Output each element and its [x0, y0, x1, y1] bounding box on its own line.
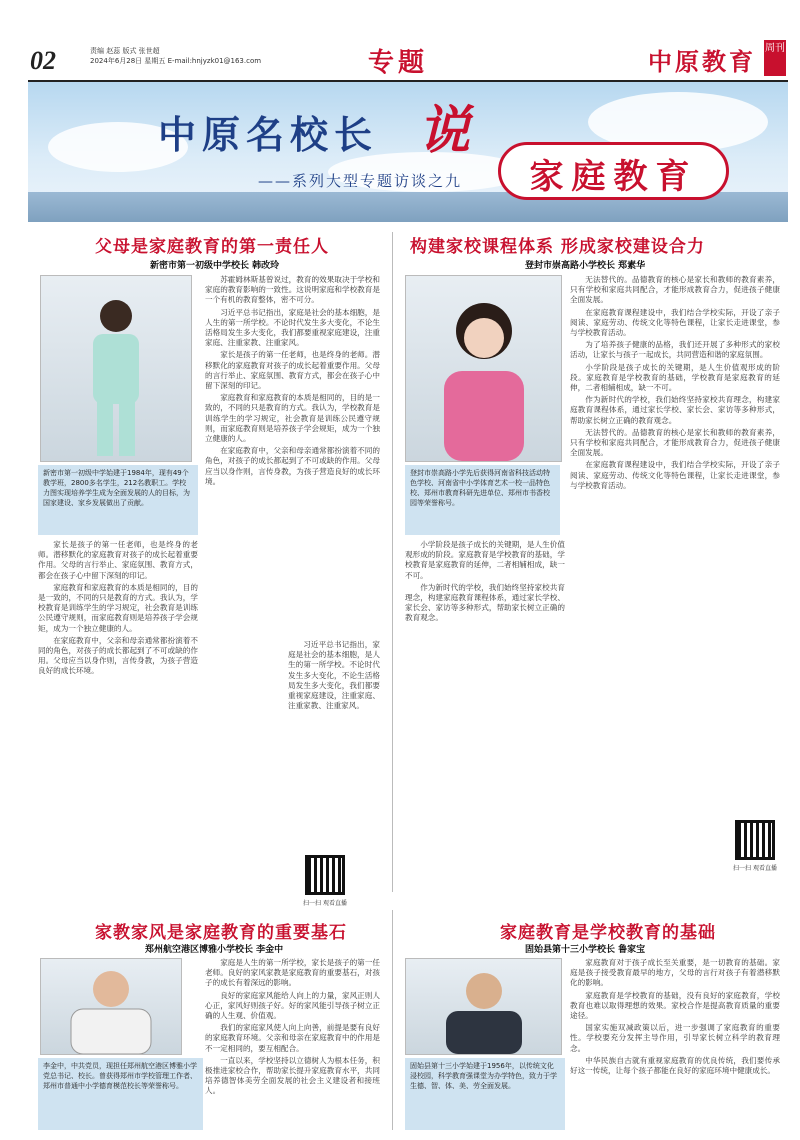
paragraph: 我们的家庭家风使人向上向善，前提是要有良好的家庭教育环境。父亲和母亲在家庭教育中的作用是不一定相同的，要互相配合。	[205, 1023, 380, 1053]
paragraph: 国家实施双减政策以后，进一步强调了家庭教育的重要性。学校要充分发挥主导作用，引导家长树立科学的教育理念。	[570, 1023, 780, 1053]
qr-label: 扫一扫 观看直播	[733, 865, 777, 872]
topic-badge	[498, 142, 729, 200]
page-number: 02	[30, 46, 56, 75]
paragraph: 家庭是人生的第一所学校，家长是孩子的第一任老师。良好的家风家教是家庭教育的重要基石，对孩子的成长有着深远的影响。	[205, 958, 380, 988]
article-1-col-3	[288, 640, 380, 840]
column-divider	[392, 910, 393, 1130]
paragraph: 小学阶段是孩子成长的关键期，是人生价值观形成的阶段。家庭教育是学校教育的基础，学校教育是家庭教育的延伸，二者相辅相成，缺一不可。	[570, 362, 780, 393]
paragraph: 良好的家庭家风能给人向上的力量，家风正则人心正，家风好则孩子好。好的家风能引导孩子树立正确的人生观、价值观。	[205, 990, 380, 1021]
date-email-line: 2024年6月28日 星期五 E-mail:hnjyzk01@163.com	[90, 57, 262, 65]
article-2-col-1	[405, 540, 565, 860]
paragraph: 无法替代的。品德教育的核心是家长和教师的教育素养，只有学校和家庭共同配合，才能形成教育合力，促进孩子健康全面发展。	[570, 427, 780, 458]
paragraph: 家长是孩子的第一任老师，也是终身的老师。潜移默化的家庭教育对孩子的成长起着重要作用。父母的言行举止、家庭氛围、教育方式，都会在孩子心中留下深刻的印记。	[38, 540, 198, 580]
paragraph: 家庭教育对于孩子成长至关重要，是一切教育的基础。家庭是孩子接受教育最早的地方，父母的言行对孩子有着潜移默化的影响。	[570, 958, 780, 988]
paragraph: 一直以来，学校坚持以立德树人为根本任务，积极推进家校合作，帮助家长提升家庭教育水平，共同培养德智体美劳全面发展的社会主义建设者和接班人。	[205, 1055, 380, 1096]
paragraph: 在家庭教育课程建设中，我们结合学校实际，开设了亲子阅读、家庭劳动、传统文化等特色课程，让家长走进课堂，参与学校教育活动。	[570, 307, 780, 338]
article-1-byline: 新密市第一初级中学校长 韩改玲	[150, 261, 280, 271]
article-2-qr-code[interactable]	[735, 820, 775, 860]
paragraph: 作为新时代的学校，我们始终坚持家校共育理念，构建家庭教育课程体系，通过家长学校、家长会、家访等多种形式，帮助家长树立正确的教育观念。	[570, 395, 780, 425]
article-1-caption: 新密市第一初级中学始建于1984年，现有49个教学班，2800多名学生，212名教职工。学校力图实现培养学生成为全面发展的人的目标，为国家建设、家乡发展做出了贡献。	[38, 465, 198, 535]
article-1-headline: 父母是家庭教育的第一责任人	[95, 237, 329, 257]
paper-logo: 中原教育	[648, 47, 756, 76]
article-1-col-2	[205, 275, 380, 635]
topic-label: 家庭教育	[529, 157, 698, 197]
paragraph: 家庭教育和家庭教育的本质是相同的，目的是一致的，不同的只是教育的方式。我认为，学校教育是训练学生的学习规定，社会教育是训练公民遵守规则，而家庭教育则是培养孩子学会规矩，成为一个独立健康的人。	[38, 582, 198, 633]
editor-line: 责编 赵蕊 版式 张世超	[90, 47, 160, 55]
paragraph: 家庭教育和家庭教育的本质是相同的，目的是一致的，不同的只是教育的方式。我认为，学校教育是训练学生的学习规定，社会教育是训练公民遵守规则，而家庭教育则是培养孩子学会规矩，成为一个独立健康的人。	[205, 393, 380, 444]
article-3-portrait	[40, 958, 182, 1055]
article-2-caption: 登封市崇高路小学先后获得河南省科技活动特色学校、河南省中小学体育艺术一校一品特色校、郑州市教育科研先进单位、郑州市书香校园等荣誉称号。	[405, 465, 560, 535]
paragraph: 作为新时代的学校，我们始终坚持家校共育理念，构建家庭教育课程体系，通过家长学校、家长会、家访等多种形式，帮助家长树立正确的教育观念。	[405, 582, 565, 623]
article-2-headline: 构建家校课程体系 形成家校建设合力	[410, 237, 705, 257]
article-3-byline: 郑州航空港区博雅小学校长 李金中	[145, 945, 284, 955]
article-1-qr-code[interactable]	[305, 855, 345, 895]
banner-shuo: 说	[418, 100, 471, 161]
article-4-byline: 固始县第十三小学校长 鲁家宝	[525, 945, 646, 955]
article-1-portrait	[40, 275, 192, 462]
paragraph: 小学阶段是孩子成长的关键期，是人生价值观形成的阶段。家庭教育是学校教育的基础，学校教育是家庭教育的延伸，二者相辅相成，缺一不可。	[405, 540, 565, 580]
paragraph: 在家庭教育中，父亲和母亲通常都扮演着不同的角色，对孩子的成长都起到了不可或缺的作用。父母应当以身作则，言传身教，为孩子营造良好的成长环境。	[38, 635, 198, 676]
masthead	[28, 40, 788, 82]
banner-subtitle: ——系列大型专题访谈之九	[258, 172, 463, 190]
paragraph: 习近平总书记指出，家庭是社会的基本细胞，是人生的第一所学校。不论时代发生多大变化，不论生活格局发生多大变化，我们都要重视家庭建设，注重家庭、注重家教、注重家风。	[288, 640, 380, 711]
banner-title: 中原名校长	[158, 112, 379, 157]
feature-banner	[28, 82, 788, 222]
edition-meta	[90, 46, 261, 66]
article-3-caption: 李金中，中共党员，现担任郑州航空港区博雅小学党总书记、校长。曾获得郑州市学校管理工作者、郑州市普通中小学德育模范校长等荣誉称号。	[38, 1058, 203, 1130]
paragraph: 家长是孩子的第一任老师，也是终身的老师。潜移默化的家庭教育对孩子的成长起着重要作用。父母的言行举止、家庭氛围、教育方式，都会在孩子心中留下深刻的印记。	[205, 350, 380, 391]
paragraph: 无法替代的。品德教育的核心是家长和教师的教育素养，只有学校和家庭共同配合，才能形成教育合力，促进孩子健康全面发展。	[570, 275, 780, 305]
column-divider	[392, 232, 393, 892]
paragraph: 在家庭教育中，父亲和母亲通常都扮演着不同的角色，对孩子的成长都起到了不可或缺的作用。父母应当以身作则，言传身教，为孩子营造良好的成长环境。	[205, 446, 380, 486]
article-4-headline: 家庭教育是学校教育的基础	[500, 923, 716, 943]
article-3-col-1	[205, 958, 380, 1130]
article-2-portrait	[405, 275, 562, 462]
article-4-caption: 固始县第十三小学始建于1956年，以传统文化浸校园，科学教育强课堂为办学特色，致力于学生德、智、体、美、劳全面发展。	[405, 1058, 565, 1130]
paragraph: 家庭教育是学校教育的基础，没有良好的家庭教育，学校教育也难以取得理想的效果。家校合作是提高教育质量的重要途径。	[570, 990, 780, 1021]
qr-label: 扫一扫 观看直播	[303, 900, 347, 907]
article-1-col-1	[38, 540, 198, 870]
paragraph: 苏霍姆林斯基曾说过，教育的效果取决于学校和家庭的教育影响的一致性。这说明家庭和学校教育是一个有机的教育整体，密不可分。	[205, 275, 380, 305]
article-3-headline: 家教家风是家庭教育的重要基石	[95, 923, 347, 943]
section-title: 专题	[368, 48, 429, 78]
weekly-tag: 周刊	[764, 40, 786, 76]
article-2-col-2	[570, 275, 780, 855]
article-4-portrait	[405, 958, 562, 1055]
article-2-byline: 登封市崇高路小学校长 郑素华	[525, 261, 646, 271]
paragraph: 在家庭教育课程建设中，我们结合学校实际，开设了亲子阅读、家庭劳动、传统文化等特色课程，让家长走进课堂，参与学校教育活动。	[570, 460, 780, 490]
paragraph: 中华民族自古就有重视家庭教育的优良传统，我们要传承好这一传统，让每个孩子都能在良好的家庭环境中健康成长。	[570, 1055, 780, 1076]
article-4-col-1	[570, 958, 780, 1130]
paragraph: 习近平总书记指出，家庭是社会的基本细胞，是人生的第一所学校。不论时代发生多大变化，不论生活格局发生多大变化，我们都要重视家庭建设，注重家庭、注重家教、注重家风。	[205, 307, 380, 348]
paragraph: 为了培养孩子健康的品格，我们还开展了多种形式的家校活动，让家长与孩子一起成长，共同营造和谐的家庭氛围。	[570, 340, 780, 360]
